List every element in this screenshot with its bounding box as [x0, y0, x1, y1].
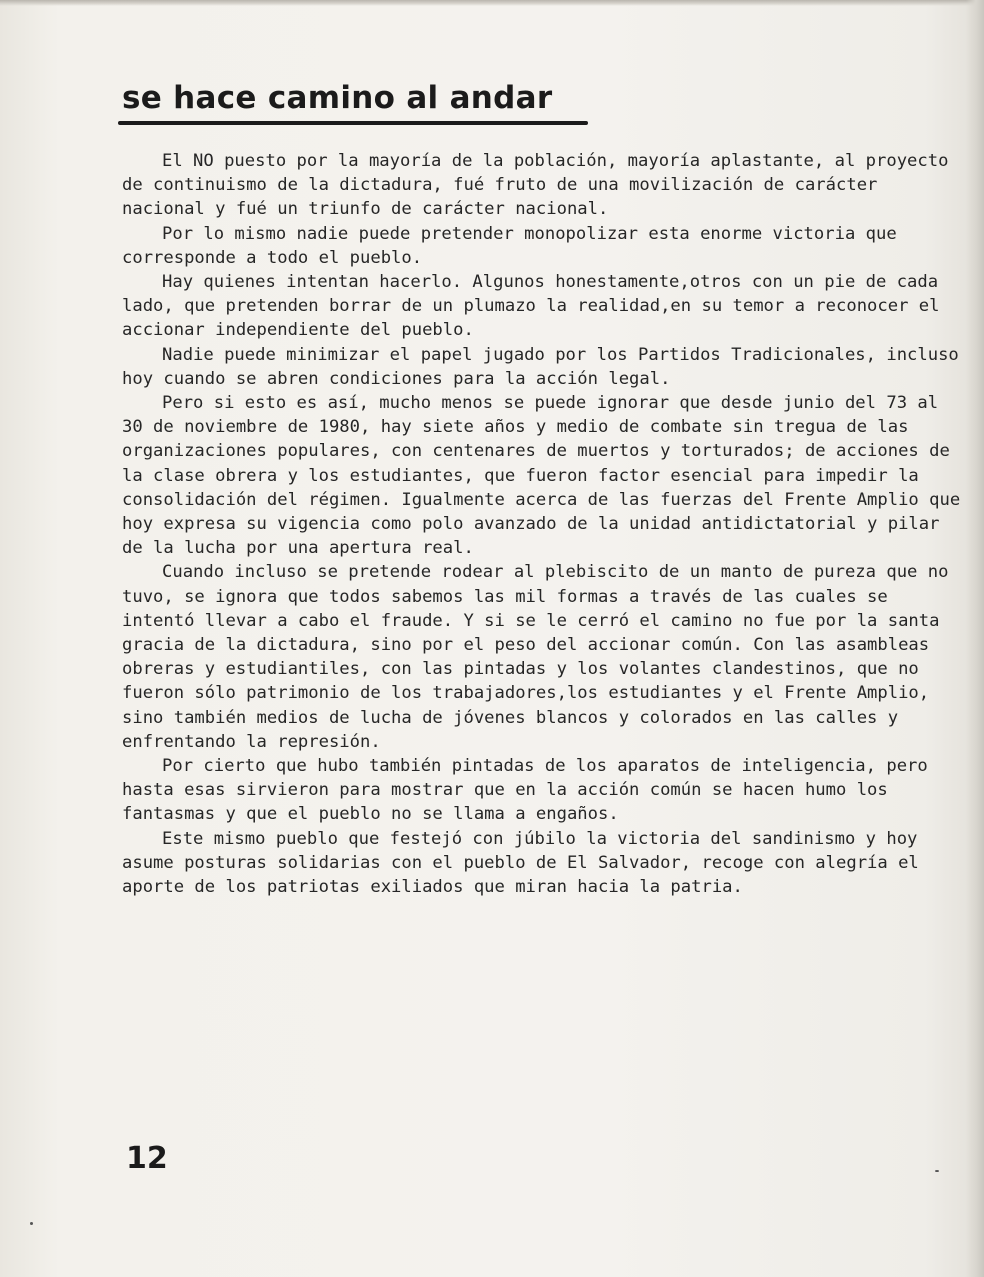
article-title: se hace camino al andar	[122, 80, 553, 116]
paragraph-5: Pero si esto es así, mucho menos se puede ignorar que desde junio del 73 al 30 de noviembre de 1980, hay siete años y medio de combate sin tregua de las organizaciones populares, con centenares de muertos y torturados; de acciones de la clase obrera y los estudiantes, que fueron factor esencial para impedir la consolidación del régimen. Igualmente acerca de las fuerzas del Frente Amplio que hoy expresa su vigencia como polo avanzado de la unidad antidictatorial y pilar de la lucha por una apertura real.	[122, 393, 961, 559]
paragraph-4: Nadie puede minimizar el papel jugado por los Partidos Tradicionales, incluso hoy cuando se abren condiciones para la acción legal.	[122, 344, 959, 389]
article-body	[122, 149, 962, 899]
page-number: 12	[126, 1141, 168, 1176]
page-right-edge	[966, 0, 984, 1277]
paragraph-1: El NO puesto por la mayoría de la población, mayoría aplastante, al proyecto de continuismo de la dictadura, fué fruto de una movilización de carácter nacional y fué un triunfo de carácter nacional.	[122, 151, 949, 220]
paragraph-8: Este mismo pueblo que festejó con júbilo la victoria del sandinismo y hoy asume posturas solidarias con el pueblo de El Salvador, recoge con alegría el aporte de los patriotas exiliados que miran hacia la patria.	[122, 828, 919, 898]
page-top-edge	[0, 0, 984, 6]
paper-speck	[935, 1170, 939, 1172]
paragraph-6: Cuando incluso se pretende rodear al plebiscito de un manto de pureza que no tuvo, se ignora que todos sabemos las mil formas a través de las cuales se intentó llevar a cabo el fraude. Y si se le cerró el camino no fue por la santa gracia de la dictadura, sino por el peso del accionar común. Con las asambleas obreras y estudiantiles, con las pintadas y los volantes clandestinos, que no fueron sólo patrimonio de los trabajadores,los estudiantes y el Frente Amplio, sino también medios de lucha de jóvenes blancos y colorados en las calles y enfrentando la represión.	[122, 562, 949, 752]
paragraph-2: Por lo mismo nadie puede pretender monopolizar esta enorme victoria que corresponde a todo el pueblo.	[122, 223, 897, 268]
paragraph-7: Por cierto que hubo también pintadas de los aparatos de inteligencia, pero hasta esas sirvieron para mostrar que en la acción común se hacen humo los fantasmas y que el pueblo no se llama a engaños.	[122, 756, 928, 825]
title-underline	[118, 121, 588, 125]
paper-speck	[30, 1222, 33, 1225]
paragraph-3: Hay quienes intentan hacerlo. Algunos honestamente,otros con un pie de cada lado, que pretenden borrar de un plumazo la realidad,en su temor a reconocer el accionar independiente del pueblo.	[122, 272, 940, 341]
